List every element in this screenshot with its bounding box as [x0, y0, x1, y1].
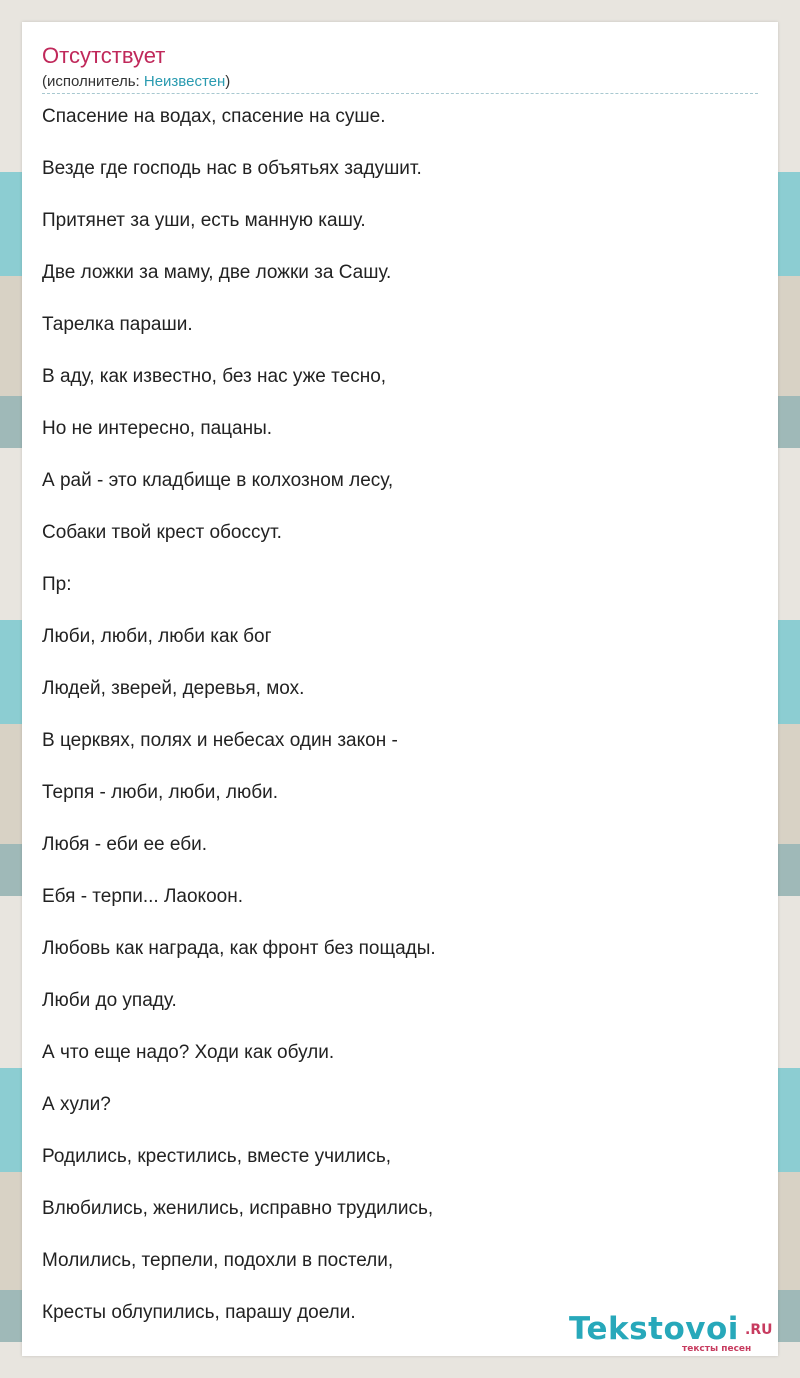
- lyric-line: В аду, как известно, без нас уже тесно,: [42, 366, 387, 387]
- lyric-line: Спасение на водах, спасение на суше.: [42, 106, 386, 127]
- artist-prefix: (исполнитель:: [42, 73, 144, 90]
- lyric-line: Притянет за уши, есть манную кашу.: [42, 210, 366, 231]
- lyric-line: Тарелка параши.: [42, 314, 193, 335]
- lyric-line: Везде где господь нас в объятьях задушит.: [42, 158, 422, 179]
- lyric-line: Родились, крестились, вместе учились,: [42, 1146, 391, 1167]
- lyric-line: Собаки твой крест обоссут.: [42, 522, 282, 543]
- artist-line: [42, 73, 230, 91]
- lyric-line: Но не интересно, пацаны.: [42, 418, 273, 439]
- logo-tld: .RU: [745, 1322, 773, 1338]
- song-title: Отсутствует: [42, 43, 166, 68]
- lyric-line: А рай - это кладбище в колхозном лесу,: [42, 470, 394, 491]
- lyric-line: Две ложки за маму, две ложки за Сашу.: [42, 262, 392, 283]
- lyric-line: А что еще надо? Ходи как обули.: [42, 1042, 335, 1063]
- lyric-line: Людей, зверей, деревья, мох.: [42, 678, 305, 699]
- lyrics-body: [42, 104, 758, 1352]
- lyric-line: Любовь как награда, как фронт без пощады.: [42, 938, 436, 959]
- lyric-line: Ебя - терпи... Лаокоон.: [42, 886, 243, 907]
- title-divider: [42, 93, 758, 94]
- logo-wordmark: Tekstovoi: [569, 1311, 739, 1347]
- logo-tagline: тексты песен: [682, 1344, 752, 1354]
- artist-link[interactable]: Неизвестен: [143, 73, 226, 90]
- lyric-line: Люби, люби, люби как бог: [42, 626, 272, 647]
- artist-suffix: ): [225, 73, 231, 90]
- lyric-line: Любя - еби ее еби.: [42, 834, 208, 855]
- lyric-line: Молились, терпели, подохли в постели,: [42, 1250, 394, 1271]
- lyric-line: Пр:: [42, 574, 72, 595]
- lyric-line: А хули?: [42, 1094, 111, 1115]
- tekstovoi-logo[interactable]: [569, 1312, 779, 1356]
- lyric-line: Люби до упаду.: [42, 990, 177, 1011]
- lyrics-card: [22, 22, 778, 1356]
- lyric-line: Кресты облупились, парашу доели.: [42, 1302, 356, 1323]
- lyric-line: Терпя - люби, люби, люби.: [42, 782, 279, 803]
- lyric-line: Влюбились, женились, исправно трудились,: [42, 1198, 434, 1219]
- lyric-line: В церквях, полях и небесах один закон -: [42, 730, 398, 751]
